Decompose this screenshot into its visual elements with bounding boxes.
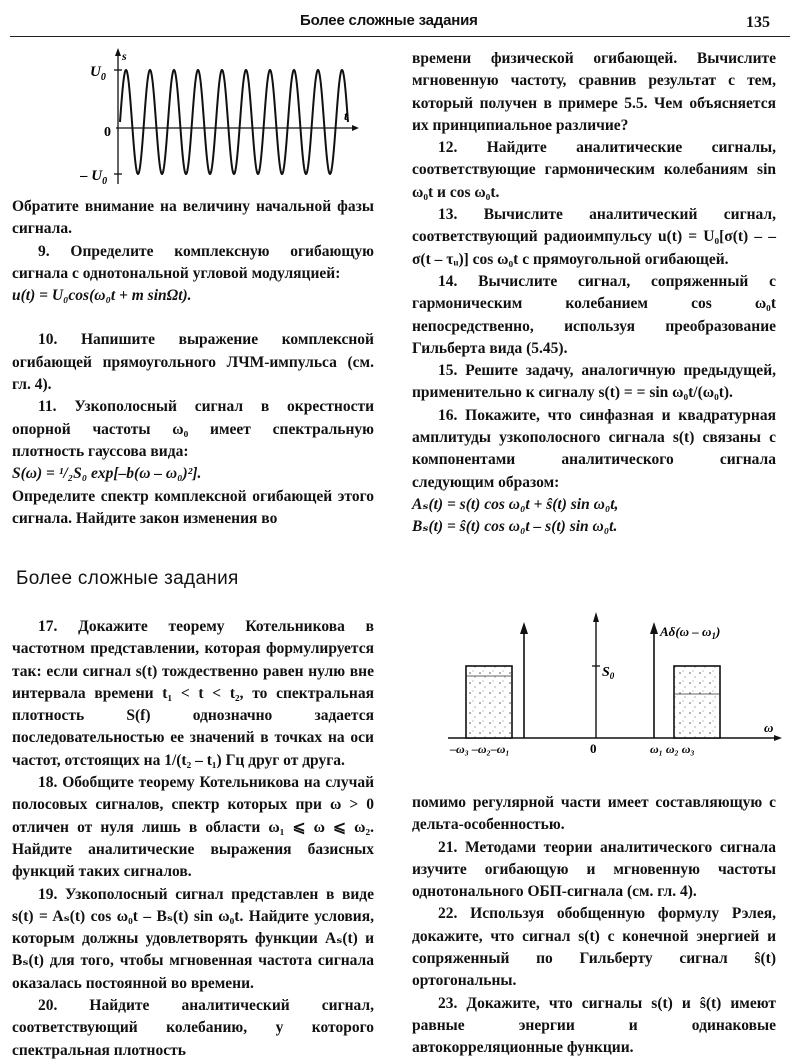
problem-14-text: Вычислите сигнал, сопряженный с гармоническим колебанием cos ω₀t непосредственно, используя преобразование Гильберта вида (5.45). — [412, 272, 776, 357]
problem-11-text: Узкополосный сигнал в окрестности опорной частоты ω₀ имеет спектральную плотность гауссова вида: — [12, 398, 374, 460]
left-column-bottom — [12, 616, 374, 1062]
problem-15-number: 15. — [438, 362, 458, 380]
problem-20 — [12, 995, 374, 1062]
problem-17-number: 17. — [38, 618, 58, 635]
figure-spectrum-left-band — [466, 666, 512, 738]
figure-spectrum-axis-zero: 0 — [590, 741, 597, 756]
figure-spectrum-label-s0: $S_0$ — [602, 665, 615, 681]
problem-20-number: 20. — [38, 997, 58, 1015]
problem-15-text: Решите задачу, аналогичную предыдущей, применительно к сигналу s(t) = = sin ω₀t/(ω₀t). — [412, 362, 776, 402]
figure-spectrum-label-a-delta: $A\delta(\omega - \omega_1)$ — [660, 624, 721, 641]
problem-19-number: 19. — [38, 885, 58, 903]
figure-sine-signal-arrow — [115, 48, 121, 56]
problem-22-number: 22. — [438, 905, 458, 923]
formula-16a: Aₛ(t) = s(t) cos ω₀t + ŝ(t) sin ω₀t, — [412, 495, 619, 513]
paragraph-phase-note: Обратите внимание на величину начальной фазы сигнала. — [12, 198, 374, 238]
formula-9: u(t) = U₀cos(ω₀t + m sinΩt). — [12, 287, 192, 305]
problem-18-text: Обобщите теорему Котельникова на случай полосовых сигналов, спектр которых при ω > 0 отличен от нуля лишь в области ω₁ ⩽ ω ⩽ ω₂. Найдите аналитические выражения базисных функций таких сигналов. — [12, 774, 374, 881]
problem-10-text: Напишите выражение комплексной огибающей прямоугольного ЛЧМ-импульса (см. гл. 4). — [12, 331, 374, 394]
spacer — [12, 307, 374, 329]
problem-11-number: 11. — [38, 398, 57, 416]
problem-9-text: Определите комплексную огибающую сигнала с однотональной угловой модуляцией: — [12, 242, 374, 282]
problem-15 — [412, 360, 776, 405]
figure-sine-label-zero: 0 — [104, 125, 111, 140]
formula-11: S(ω) = ¹/₂S₀ exp[–b(ω – ω₀)²]. — [12, 465, 202, 483]
page-number: 135 — [746, 14, 770, 31]
problem-10-number: 10. — [38, 331, 58, 349]
problem-21 — [412, 837, 776, 904]
figure-sine-label-minus-u0: – $U_0$ — [80, 168, 108, 187]
figure-spectrum-vertical-arrow — [593, 612, 599, 622]
problem-23-text: Докажите, что сигналы s(t) и ŝ(t) имеют равные энергии и одинаковые автокорреляционные функции. — [412, 994, 776, 1057]
problem-14-number: 14. — [438, 272, 458, 290]
problem-11-continuation: Определите спектр комплексной огибающей этого сигнала. Найдите закон изменения во — [12, 487, 374, 527]
problem-10 — [12, 329, 374, 396]
problem-17-text: Докажите теорему Котельникова в частотном представлении, которая формулируется так: если сигнал s(t) тождественно равен нулю вне интервала времени t₁ < t < t₂, то спектральная плотность S(f) однозначно задается последовательностью ее значений в точках на оси частот, отстоящих на 1/(t₂ – t₁) Гц друг от друга. — [12, 618, 374, 769]
figure-sine-label-u0: $U_0$ — [90, 64, 106, 83]
figure-sine-time-arrow — [352, 125, 359, 131]
problem-16 — [412, 405, 776, 494]
problem-13-text: Вычислите аналитический сигнал, соответствующий радиоимпульсу u(t) = U₀[σ(t) – – σ(t – τᵤ)] cos ω₀t с прямоугольной огибающей. — [412, 206, 776, 268]
problem-13 — [412, 204, 776, 271]
figure-spectrum-label-omega: ω — [764, 720, 774, 735]
problem-23-number: 23. — [438, 994, 458, 1012]
figure-spectrum-delta-left-arrow — [520, 622, 528, 634]
problem-12-number: 12. — [438, 139, 458, 157]
problem-9 — [12, 241, 374, 286]
problem-13-number: 13. — [438, 206, 458, 224]
figure-sine-label-t: t — [344, 108, 348, 123]
problem-12-text: Найдите аналитические сигналы, соответствующие гармоническим колебаниям sin ω₀t и cos ω₀t. — [412, 139, 776, 201]
figure-spectrum — [438, 610, 788, 760]
problem-22 — [412, 903, 776, 992]
header-rule — [10, 36, 790, 37]
figure-sine-wave — [80, 46, 360, 188]
problem-20-text: Найдите аналитический сигнал, соответствующий колебанию, у которого спектральная плотность — [12, 997, 374, 1059]
figure-spectrum-right-band — [674, 666, 720, 738]
problem-16-text: Покажите, что синфазная и квадратурная амплитуды узкополосного сигнала s(t) связаны с компонентами аналитического сигнала следующим образом: — [412, 406, 776, 491]
figure-spectrum-freq-arrow — [774, 735, 782, 741]
right-column-bottom — [412, 792, 776, 1060]
problem-21-text: Методами теории аналитического сигнала изучите огибающую и мгновенную частоты однотонального ОБП-сигнала (см. гл. 4). — [412, 838, 776, 901]
problem-17 — [12, 616, 374, 772]
section-title: Более сложные задания — [16, 568, 239, 589]
problem-19-text: Узкополосный сигнал представлен в виде s(t) = Aₛ(t) cos ω₀t – Bₛ(t) sin ω₀t. Найдите условия, которым должны удовлетворять функции Aₛ(t) и Bₛ(t) для того, чтобы мгновенная частота сигнала оказалась постоянной во времени. — [12, 885, 374, 992]
problem-11 — [12, 396, 374, 463]
problem-18-number: 18. — [38, 774, 58, 792]
problem-16-number: 16. — [438, 406, 458, 424]
problem-19 — [12, 884, 374, 995]
figure-spectrum-axis-right-labels: ω₁ ω₂ ω₃ — [650, 742, 695, 756]
problem-14 — [412, 271, 776, 360]
problem-18 — [12, 772, 374, 883]
problem-20-tail: помимо регулярной части имеет составляющую с дельта-особенностью. — [412, 794, 776, 834]
problem-9-number: 9. — [38, 242, 50, 260]
figure-spectrum-axis-left-labels: –ω₃ –ω₂–ω₁ — [450, 742, 510, 756]
figure-sine-curve — [120, 70, 348, 174]
problem-11-tail: времени физической огибающей. Вычислите мгновенную частоту, сравнив результат с тем, который получен в примере 5.5. Чем объясняется их принципиальное различие? — [412, 50, 776, 134]
figure-spectrum-delta-right-arrow — [650, 622, 658, 634]
formula-16b: Bₛ(t) = ŝ(t) cos ω₀t – s(t) sin ω₀t. — [412, 518, 618, 536]
problem-12 — [412, 137, 776, 204]
left-column-top — [12, 196, 374, 530]
right-column-top — [412, 48, 776, 539]
problem-21-number: 21. — [438, 838, 458, 856]
figure-sine-label-s: s — [122, 49, 127, 63]
problem-23 — [412, 993, 776, 1060]
running-header-title: Более сложные задания — [300, 12, 478, 29]
problem-22-text: Используя обобщенную формулу Рэлея, докажите, что сигнал s(t) с конечной энергией и сопряженный по Гильберту сигнал ŝ(t) ортогональны. — [412, 905, 776, 990]
